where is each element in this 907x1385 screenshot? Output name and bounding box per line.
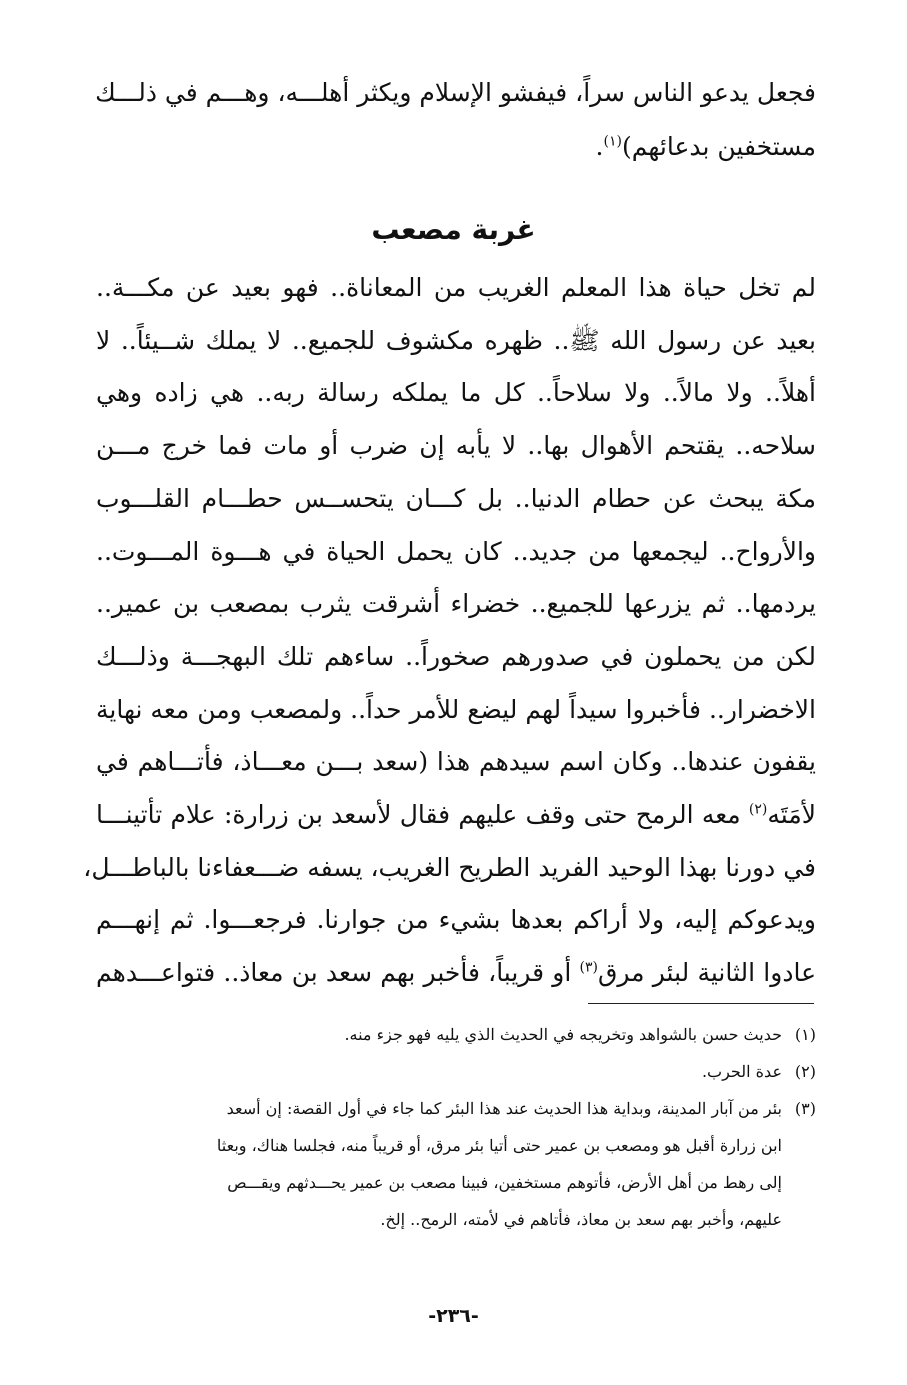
body-line-5: مكة يبحث عن حطام الدنيا.. بل كـــان يتحســس حطـــام القلـــوب <box>96 483 816 513</box>
page-number: -٢٣٦- <box>428 1305 479 1327</box>
body-paragraph <box>83 262 816 1000</box>
footnote-3-line-2: ابن زرارة أقبل هو ومصعب بن عمير حتى أتيا بئر مرق، أو قريباً منه، فجلسا هناك، وبعثا <box>216 1136 782 1155</box>
footnote-3-line-3: إلى رهط من أهل الأرض، فأتوهم مستخفين، فبينا مصعب بن عمير يحـــدثهم ويقـــص <box>227 1173 782 1192</box>
footnote-3-line-4: عليهم، وأخبر بهم سعد بن معاذ، فأتاهم في لأمته، الرمح.. إلخ. <box>380 1210 782 1229</box>
footnote-3-line-1: بئر من آبار المدينة، وبداية هذا الحديث عند هذا البئر كما جاء في أول القصة: إن أسعد <box>226 1099 782 1118</box>
body-line-8: لكن من يحملون في صدورهم صخوراً.. ساءهم تلك البهجـــة وذلـــك <box>96 641 816 671</box>
body-line-2: بعيد عن رسول الله ﷺ.. ظهره مكشوف للجميع.. لا يملك شــيئاً.. لا <box>96 325 816 355</box>
intro-line-2-end: . <box>595 132 604 161</box>
body-line-11-start: لأمَتَه <box>767 800 816 830</box>
footnote-1 <box>90 1016 816 1053</box>
intro-line-2-text: مستخفين بدعائهم) <box>621 132 816 161</box>
body-line-14 <box>96 947 816 1000</box>
footnote-ref-2: (٢) <box>748 801 768 818</box>
body-line-12: في دورنا بهذا الوحيد الفريد الطريح الغريب، يسفه ضـــعفاءنا بالباطـــل، <box>83 852 816 882</box>
footnote-2-number: (٢) <box>794 1062 816 1081</box>
intro-line-1: فجعل يدعو الناس سراً، فيفشو الإسلام ويكثر أهلـــه، وهـــم في ذلـــك <box>95 78 816 107</box>
intro-paragraph <box>96 66 816 174</box>
body-line-10: يقفون عندها.. وكان اسم سيدهم هذا (سعد بـــن معـــاذ، فأتـــاهم في <box>96 747 816 777</box>
intro-line-2 <box>96 120 816 174</box>
body-line-14-start: عادوا الثانية لبئر مرق <box>597 958 816 988</box>
footnote-ref-1: (١) <box>603 133 622 150</box>
footnotes <box>90 1016 816 1238</box>
body-line-1: لم تخل حياة هذا المعلم الغريب من المعاناة.. فهو بعيد عن مكـــة.. <box>96 273 816 302</box>
body-line-14-rest: أو قريباً، فأخبر بهم سعد بن معاذ.. فتواعـــدهم <box>96 958 580 988</box>
body-line-11 <box>96 789 816 842</box>
body-line-9: الاخضرار.. فأخبروا سيداً لهم ليضع للأمر حداً.. ولمصعب ومن معه نهاية <box>96 694 816 724</box>
body-line-13: ويدعوكم إليه، ولا أراكم بعدها بشيء من جوارنا. فرجعـــوا. ثم إنهـــم <box>96 905 816 935</box>
footnote-1-text: حديث حسن بالشواهد وتخريجه في الحديث الذي يليه فهو جزء منه. <box>344 1025 782 1044</box>
footnote-3-number: (٣) <box>794 1099 816 1118</box>
body-line-3: أهلاً.. ولا مالاً.. ولا سلاحاً.. كل ما يملكه رسالة ربه.. هي زاده وهي <box>96 378 816 408</box>
footnote-ref-3: (٣) <box>579 959 598 976</box>
body-line-11-rest: معه الرمح حتى وقف عليهم فقال لأسعد بن زرارة: علام تأتينـــا <box>96 800 749 830</box>
body-line-7: يردمها.. ثم يزرعها للجميع.. خضراء أشرقت يثرب بمصعب بن عمير.. <box>96 589 816 619</box>
body-line-4: سلاحه.. يقتحم الأهوال بها.. لا يأبه إن ضرب أو مات فما خرج مـــن <box>96 431 816 461</box>
footnote-2 <box>90 1053 816 1090</box>
body-line-6: والأرواح.. ليجمعها من جديد.. كان يحمل الحياة في هـــوة المـــوت.. <box>96 536 816 566</box>
footnote-3 <box>90 1090 816 1127</box>
footnote-2-text: عدة الحرب. <box>701 1062 782 1081</box>
footnote-1-number: (١) <box>794 1025 816 1044</box>
section-heading: غربة مصعب <box>371 213 536 246</box>
footnote-divider <box>588 1003 814 1004</box>
